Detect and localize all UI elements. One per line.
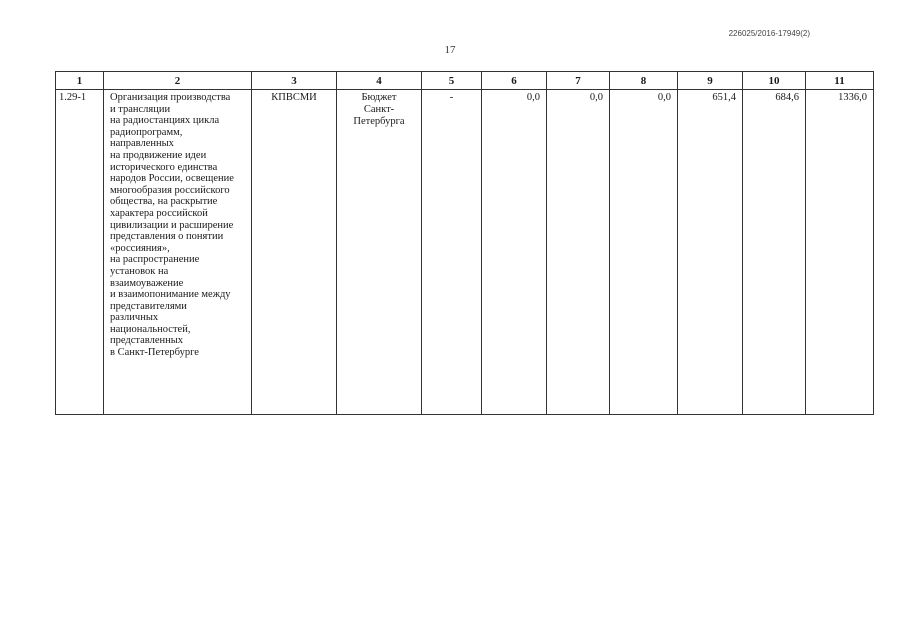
column-header: 5: [422, 72, 482, 90]
description-line: взаимоуважение: [110, 277, 184, 289]
column-header: 3: [252, 72, 337, 90]
column-header: 7: [547, 72, 610, 90]
description-line: на продвижение идеи: [110, 149, 207, 161]
description-line: представленных: [110, 335, 184, 347]
row-col9: 651,4: [678, 90, 743, 415]
table-row: [56, 90, 874, 415]
description-line: в Санкт-Петербурге: [110, 347, 199, 359]
row-funding-source: [337, 90, 422, 415]
description-line: исторического единства: [110, 161, 218, 173]
page-number: 17: [444, 44, 456, 56]
row-executor: КПВСМИ: [252, 90, 337, 415]
description-line: направленных: [110, 138, 174, 150]
funding-source-line: Бюджет: [361, 92, 397, 103]
description-line: на радиостанциях цикла: [110, 115, 220, 127]
description-line: и взаимопонимание между: [110, 289, 231, 301]
budget-table: [55, 71, 874, 415]
description-line: цивилизации и расширение: [110, 219, 234, 231]
description-line: на распространение: [110, 254, 200, 266]
description-line: характера российской: [110, 207, 208, 219]
description-line: радиопрограмм,: [110, 126, 183, 138]
description-line: представления о понятии: [110, 231, 224, 243]
header-row: [56, 72, 874, 90]
description-line: представителями: [110, 300, 187, 312]
description-line: общества, на раскрытие: [110, 196, 218, 208]
description-line: народов России, освещение: [110, 173, 234, 185]
column-header: 1: [56, 72, 104, 90]
description-line: многообразия российского: [110, 184, 230, 196]
row-col11: 1336,0: [806, 90, 874, 415]
row-col8: 0,0: [610, 90, 678, 415]
column-header: 2: [104, 72, 252, 90]
document-id: 226025/2016-17949(2): [728, 29, 810, 38]
column-header: 8: [610, 72, 678, 90]
column-header: 4: [337, 72, 422, 90]
row-col7: 0,0: [547, 90, 610, 415]
description-line: установок на: [110, 265, 169, 277]
description-line: национальностей,: [110, 323, 191, 335]
row-id: 1.29-1: [56, 90, 104, 415]
column-header: 11: [806, 72, 874, 90]
row-description: [104, 90, 252, 415]
row-col5: -: [422, 90, 482, 415]
row-col10: 684,6: [743, 90, 806, 415]
column-header: 10: [743, 72, 806, 90]
funding-source-line: Петербурга: [353, 116, 405, 127]
description-line: и трансляции: [110, 103, 171, 115]
funding-source-line: Санкт-: [363, 104, 395, 115]
description-line: Организация производства: [110, 92, 231, 103]
description-line: «россияния»,: [110, 242, 170, 254]
description-line: различных: [110, 312, 159, 324]
column-header: 9: [678, 72, 743, 90]
row-col6: 0,0: [482, 90, 547, 415]
column-header: 6: [482, 72, 547, 90]
